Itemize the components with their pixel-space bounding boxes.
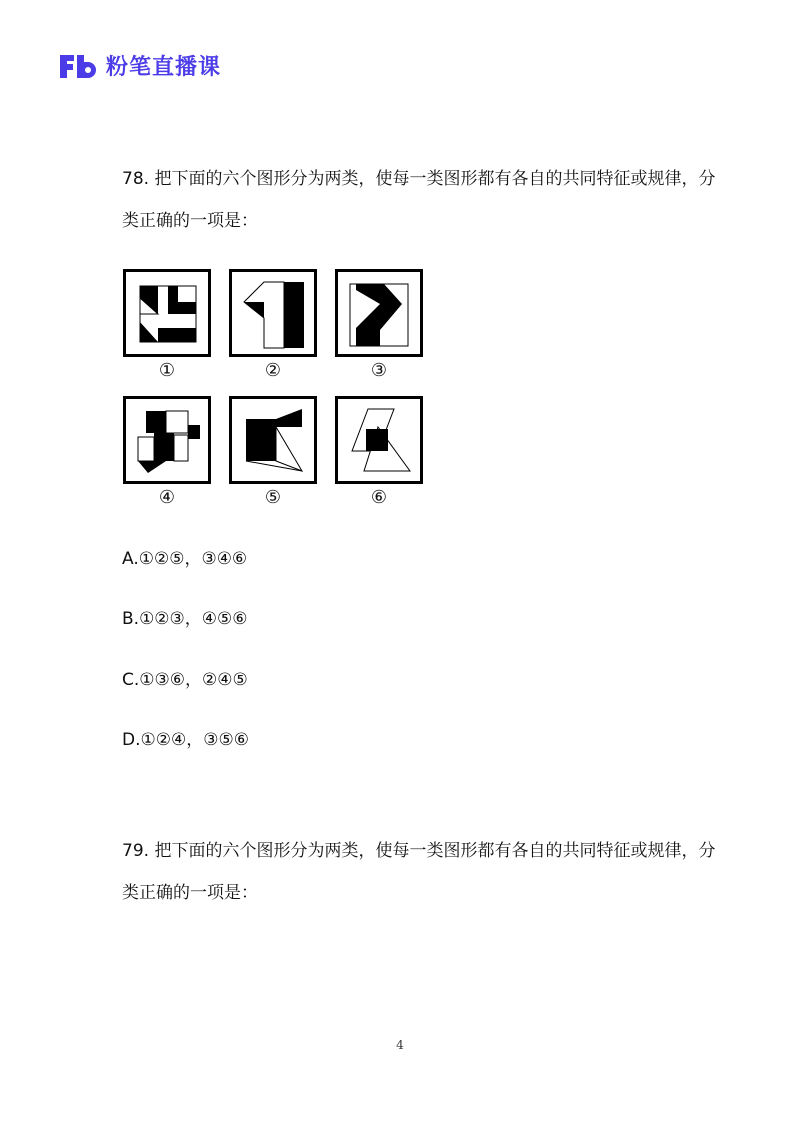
figure-6-label: ⑥ — [370, 487, 388, 508]
brand-name: 粉笔直播课 — [106, 55, 222, 80]
figure-5-label: ⑤ — [264, 487, 282, 508]
figure-3 — [335, 269, 423, 357]
question-79-text: 79. 把下面的六个图形分为两类，使每一类图形都有各自的共同特征或规律，分类正确的一项是： — [122, 841, 716, 903]
option-d[interactable]: D.①②④，③⑤⑥ — [122, 730, 249, 750]
fenbi-logo-icon — [56, 51, 100, 81]
brand-header — [56, 50, 221, 81]
question-78-text: 78. 把下面的六个图形分为两类，使每一类图形都有各自的共同特征或规律，分类正确的一项是： — [122, 169, 716, 231]
option-b[interactable]: B.①②③，④⑤⑥ — [122, 609, 248, 629]
figure-1-label: ① — [158, 360, 176, 381]
figure-2 — [229, 269, 317, 357]
page-number: 4 — [396, 1038, 404, 1052]
figure-3-label: ③ — [370, 360, 388, 381]
figure-6 — [335, 396, 423, 484]
figure-4 — [123, 396, 211, 484]
option-c[interactable]: C.①③⑥，②④⑤ — [122, 670, 248, 690]
figure-4-label: ④ — [158, 487, 176, 508]
figure-1 — [123, 269, 211, 357]
option-a[interactable]: A.①②⑤，③④⑥ — [122, 549, 248, 569]
figure-5 — [229, 396, 317, 484]
figure-2-label: ② — [264, 360, 282, 381]
